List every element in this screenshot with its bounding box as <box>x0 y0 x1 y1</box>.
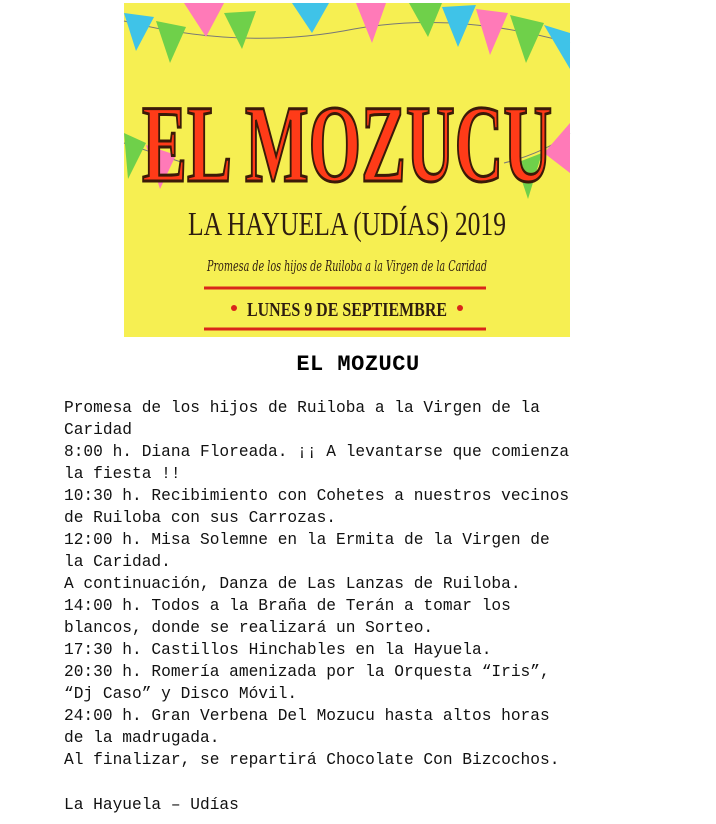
program-line: 14:00 h. Todos a la Braña de Terán a tomar los <box>64 597 511 615</box>
poster-bullet-left <box>231 305 237 311</box>
program-line: 24:00 h. Gran Verbena Del Mozucu hasta altos horas <box>64 707 550 725</box>
poster-date: LUNES 9 DE SEPTIEMBRE <box>247 299 447 321</box>
poster-location-year: LA HAYUELA (UDÍAS) 2019 <box>188 206 506 243</box>
program-line: Promesa de los hijos de Ruiloba a la Virgen de la <box>64 399 540 417</box>
poster-artwork <box>124 3 570 337</box>
program-line: “Dj Caso” y Disco Móvil. <box>64 685 298 703</box>
program-line: la fiesta !! <box>64 465 181 483</box>
program-line: 17:30 h. Castillos Hinchables en la Hayuela. <box>64 641 492 659</box>
program-line: blancos, donde se realizará un Sorteo. <box>64 619 434 637</box>
poster-subtitle: Promesa de los hijos de Ruiloba a la Virgen de la Caridad <box>206 257 487 275</box>
program-text <box>64 397 664 771</box>
program-line: Al finalizar, se repartirá Chocolate Con Bizcochos. <box>64 751 560 769</box>
document-title: EL MOZUCU <box>296 352 420 377</box>
program-line: A continuación, Danza de Las Lanzas de Ruiloba. <box>64 575 521 593</box>
program-line: de Ruiloba con sus Carrozas. <box>64 509 336 527</box>
program-line: 20:30 h. Romería amenizada por la Orquesta “Iris”, <box>64 663 550 681</box>
document-footer: La Hayuela – Udías <box>64 796 239 814</box>
program-line: Caridad <box>64 421 132 439</box>
program-line: 8:00 h. Diana Floreada. ¡¡ A levantarse que comienza <box>64 443 570 461</box>
program-line: de la madrugada. <box>64 729 220 747</box>
poster-bullet-right <box>457 305 463 311</box>
poster-title: EL MOZUCU <box>142 83 552 205</box>
festival-poster <box>124 3 570 337</box>
program-line: 10:30 h. Recibimiento con Cohetes a nuestros vecinos <box>64 487 570 505</box>
program-line: la Caridad. <box>64 553 171 571</box>
program-line: 12:00 h. Misa Solemne en la Ermita de la Virgen de <box>64 531 550 549</box>
